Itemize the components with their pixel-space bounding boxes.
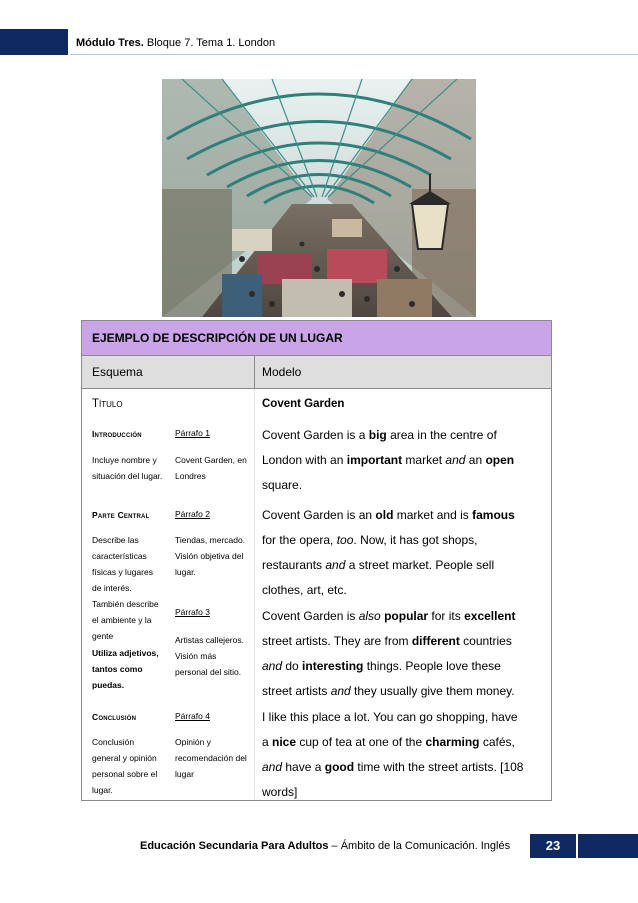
parrafo-4-description (175, 734, 247, 782)
desc-line: recomendación del (175, 753, 247, 763)
model-text: nice (272, 735, 297, 749)
desc-line: lugar. (175, 567, 196, 577)
footer-accent-bar (578, 834, 638, 858)
desc-line: general y opinión (92, 753, 157, 763)
model-line (262, 780, 523, 805)
model-line (262, 604, 515, 629)
model-text: old (375, 508, 394, 522)
desc-line: Opinión y (175, 737, 211, 747)
desc-line: También describe (92, 599, 159, 609)
model-text: time with the street artists. [108 (354, 760, 524, 774)
desc-line: Conclusión (92, 737, 135, 747)
model-line (262, 578, 515, 603)
place-description-table (81, 320, 552, 801)
model-line (262, 448, 514, 473)
desc-line: Artistas callejeros. (175, 635, 244, 645)
page-number: 23 (530, 834, 576, 858)
desc-line: Covent Garden, en (175, 455, 247, 465)
table-header-row (82, 356, 551, 389)
parrafo-2-label: Párrafo 2 (175, 509, 210, 519)
model-text: they usually give them money. (350, 684, 515, 698)
model-text: famous (472, 508, 515, 522)
desc-line: Londres (175, 471, 206, 481)
model-text: big (368, 428, 387, 442)
model-text: square. (262, 478, 303, 492)
tip-line: puedas. (92, 680, 125, 690)
desc-line: Tiendas, mercado. (175, 535, 246, 545)
model-text: charming (425, 735, 480, 749)
model-text: cup of tea at one of the (296, 735, 426, 749)
desc-line: Visión objetiva del (175, 551, 244, 561)
desc-line: características (92, 551, 147, 561)
model-text: . Now, it has got shops, (353, 533, 478, 547)
model-title: Covent Garden (262, 398, 345, 410)
parrafo-4-label: Párrafo 4 (175, 711, 210, 721)
parrafo-3-label: Párrafo 3 (175, 607, 210, 617)
adjectives-tip (92, 645, 159, 693)
model-text: and (325, 558, 346, 572)
model-text: area in the centre of (386, 428, 497, 442)
column-header-modelo: Modelo (262, 365, 302, 379)
model-line (262, 629, 515, 654)
model-text: have a (282, 760, 325, 774)
table-title-row (82, 321, 551, 356)
module-label: Módulo Tres. (76, 37, 144, 49)
model-line (262, 473, 514, 498)
parrafo-2-description (175, 532, 245, 580)
model-text: restaurants (262, 558, 326, 572)
desc-line: Incluye nombre y (92, 455, 157, 465)
intro-description (92, 452, 162, 484)
model-text: too (336, 533, 354, 547)
model-line (262, 553, 515, 578)
model-text: clothes, art, etc. (262, 583, 347, 597)
model-line (262, 654, 515, 679)
model-text: London with an (262, 453, 347, 467)
titulo-label: Título (92, 398, 123, 410)
central-label: Parte Central (92, 510, 150, 520)
model-text: and (330, 684, 351, 698)
footer-program: Educación Secundaria Para Adultos (140, 840, 329, 852)
model-text: an (465, 453, 486, 467)
model-text: market and is (393, 508, 473, 522)
intro-label: Introducción (92, 429, 142, 439)
desc-line: de interés. (92, 583, 132, 593)
model-text: for the opera, (262, 533, 337, 547)
model-text: and (445, 453, 466, 467)
model-line (262, 528, 515, 553)
tip-line: tantos como (92, 664, 143, 674)
model-line (262, 679, 515, 704)
desc-line: gente (92, 631, 114, 641)
model-text: I like this place a lot. You can go shopping, have (262, 710, 518, 724)
model-text: important (346, 453, 403, 467)
conclusion-description (92, 734, 157, 798)
model-text: market (402, 453, 446, 467)
model-line (262, 705, 523, 730)
desc-line: físicas y lugares (92, 567, 153, 577)
model-text: a street market. People sell (345, 558, 495, 572)
model-text: things. People love these (363, 659, 501, 673)
model-text: Covent Garden is a (262, 428, 369, 442)
model-text: Covent Garden is an (262, 508, 376, 522)
model-text: Covent Garden is (262, 609, 359, 623)
model-text: street artists. They are from (262, 634, 412, 648)
footer-text (140, 840, 510, 852)
model-text: and (262, 760, 283, 774)
model-text: a (262, 735, 273, 749)
model-text: cafés, (479, 735, 515, 749)
model-text: interesting (302, 659, 364, 673)
table-title: EJEMPLO DE DESCRIPCIÓN DE UN LUGAR (92, 331, 343, 345)
model-text: street artists (262, 684, 331, 698)
parrafo-3-description (175, 632, 244, 680)
model-line (262, 503, 515, 528)
model-paragraph-3 (262, 604, 515, 704)
model-text: popular (384, 609, 429, 623)
model-line (262, 755, 523, 780)
model-text: and (262, 659, 283, 673)
desc-line: personal sobre el (92, 769, 158, 779)
model-text: different (411, 634, 460, 648)
running-header (76, 36, 275, 50)
model-text: also (358, 609, 381, 623)
footer-subject: – Ámbito de la Comunicación. Inglés (328, 840, 511, 852)
central-description (92, 532, 159, 644)
model-text: excellent (464, 609, 516, 623)
parrafo-1-label: Párrafo 1 (175, 428, 210, 438)
desc-line: lugar. (92, 785, 113, 795)
header-divider (254, 356, 255, 388)
model-line (262, 730, 523, 755)
model-text: good (324, 760, 355, 774)
covent-garden-photo (162, 79, 476, 317)
desc-line: el ambiente y la (92, 615, 152, 625)
parrafo-1-description (175, 452, 247, 484)
model-text: open (485, 453, 515, 467)
module-detail: Bloque 7. Tema 1. London (143, 37, 276, 49)
desc-line: Visión más (175, 651, 217, 661)
model-text: words] (262, 785, 298, 799)
model-text: countries (459, 634, 512, 648)
model-text: for its (428, 609, 465, 623)
conclusion-label: Conclusión (92, 712, 137, 722)
desc-line: situación del lugar. (92, 471, 163, 481)
model-paragraph-1 (262, 423, 514, 498)
desc-line: lugar (175, 769, 194, 779)
model-paragraph-4 (262, 705, 523, 805)
body-divider (254, 389, 255, 800)
header-rule (70, 54, 638, 55)
header-accent-bar (0, 29, 68, 55)
desc-line: Describe las (92, 535, 139, 545)
model-text: do (282, 659, 303, 673)
desc-line: personal del sitio. (175, 667, 242, 677)
model-line (262, 423, 514, 448)
model-paragraph-2 (262, 503, 515, 603)
tip-line: Utiliza adjetivos, (92, 648, 159, 658)
column-header-esquema: Esquema (92, 365, 143, 379)
